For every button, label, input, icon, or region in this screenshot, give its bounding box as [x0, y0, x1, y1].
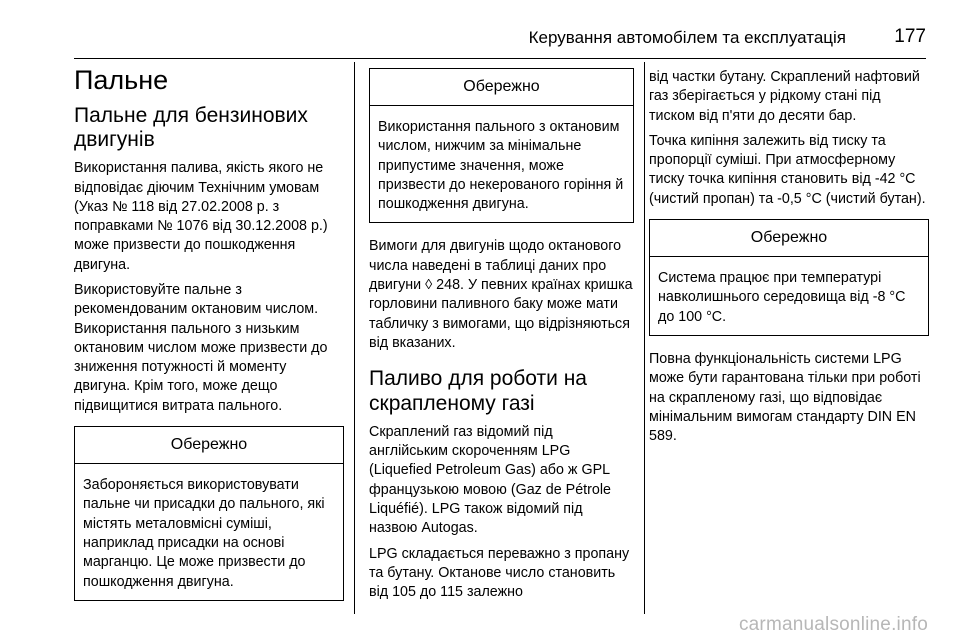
subsection-title-lpg: Паливо для роботи на скрапленому газі: [369, 367, 587, 416]
section-title: Пальне: [74, 65, 169, 95]
page-number: 177: [894, 26, 926, 47]
paragraph-octane-recommendation: Використовуйте пальне з рекомендованим октановим числом. Використання пального з низьким октановим числом може призвести до зниження потужності й моменту двигуна. Крім того, може дещо підвищитися витрата пального.: [74, 282, 328, 414]
warning-body: Забороняється використовувати пальне чи присадки до пального, які містять металовмісні суміші, наприклад присадки на основі марганцю. Це може призвести до пошкодження двигуна.: [83, 477, 325, 590]
warning-body: Система працює при температурі навколишнього середовища від -8 °C до 100 °C.: [658, 270, 906, 325]
header-divider: [74, 58, 926, 59]
paragraph-lpg-definition: Скраплений газ відомий під англійським скороченням LPG (Liquefied Petroleum Gas) або ж GPL французькою мовою (Gaz de Pétrole Liquéfié). LPG також відомий під назвою Autogas.: [369, 423, 611, 537]
column-3: [649, 68, 929, 452]
column-2: [369, 68, 634, 608]
warning-title: Обережно: [650, 220, 928, 257]
column-1: [74, 65, 344, 615]
warning-title: Обережно: [370, 69, 633, 106]
paragraph-boiling-point: Точка кипіння залежить від тиску та пропорції суміші. При атмосферному тиску точка кипіння становить від -42 °C (чистий пропан) та -0,5 °C (чистий бутан).: [649, 132, 926, 207]
warning-box-temperature: [649, 219, 929, 336]
paragraph-fuel-quality: Використання палива, якість якого не відповідає діючим Технічним умовам (Указ № 118 від 27.02.2008 р. з поправками № 1076 від 30.12.2008 р.) може призвести до пошкодження двигуна.: [74, 160, 328, 273]
page-header: [74, 8, 926, 48]
paragraph-octane-requirements: Вимоги для двигунів щодо октанового числа наведені в таблиці даних про двигуни ◊ 248. У певних країнах кришка горловини паливного баку може мати табличку з вимогами, що відрізняються від вказаних.: [369, 238, 633, 351]
warning-title: Обережно: [75, 427, 343, 464]
paragraph-lpg-storage: від частки бутану. Скраплений нафтовий газ зберігається у рідкому стані під тиском від п'яти до десяти бар.: [649, 69, 920, 124]
watermark: carmanualsonline.info: [738, 614, 928, 635]
subsection-title-petrol: Пальне для бензинових двигунів: [74, 103, 308, 152]
warning-body: Використання пального з октановим числом, нижчим за мінімальне припустиме значення, може призвести до некерованого горіння й пошкодження двигуна.: [378, 119, 624, 213]
warning-box-low-octane: [369, 68, 634, 223]
header-title: Керування автомобілем та експлуатація: [528, 28, 846, 47]
paragraph-lpg-composition: LPG складається переважно з пропану та бутану. Октанове число становить від 105 до 115 залежно: [369, 545, 630, 601]
column-divider-2: [644, 62, 645, 614]
column-divider-1: [354, 62, 355, 614]
warning-box-additives: [74, 426, 344, 601]
paragraph-lpg-standard: Повна функціональність системи LPG може бути гарантована тільки при роботі на скрапленому газі, що відповідає мінімальним вимогам стандарту DIN EN 589.: [649, 350, 921, 445]
